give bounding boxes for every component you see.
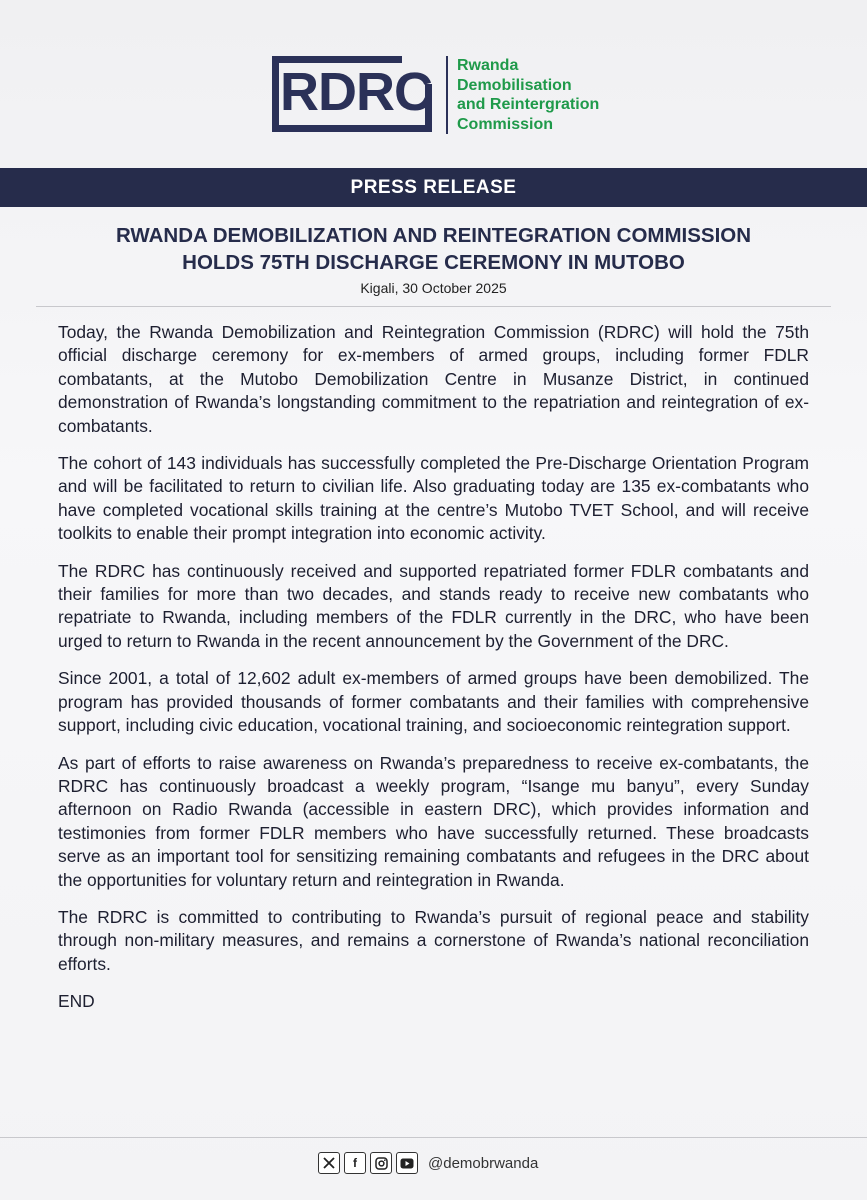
release-title-line: RWANDA DEMOBILIZATION AND REINTEGRATION COMMISSION bbox=[115, 224, 752, 247]
release-body bbox=[58, 321, 809, 1028]
x-icon[interactable] bbox=[318, 1152, 340, 1174]
body-paragraph: The RDRC has continuously received and supported repatriated former FDLR combatants and their families for more than two decades, and stands ready to receive new combatants who repatriate to Rwanda, including members of the FDLR currently in the DRC, who have been urged to return to Rwanda in the recent announcement by the Government of the DRC. bbox=[58, 560, 809, 651]
footer-divider bbox=[0, 1137, 867, 1138]
youtube-icon[interactable] bbox=[396, 1152, 418, 1174]
logo-name-line: Demobilisation bbox=[457, 76, 572, 94]
logo-organization-name bbox=[457, 56, 599, 134]
release-title-line: HOLDS 75TH DISCHARGE CEREMONY IN MUTOBO bbox=[182, 251, 685, 274]
body-paragraph: Today, the Rwanda Demobilization and Reintegration Commission (RDRC) will hold the 75th official discharge ceremony for ex-members of armed groups, including former FDLR combatants, at the Mutobo Demobilization Centre in Musanze District, in continued demonstration of Rwanda’s longstanding commitment to the repatriation and reintegration of ex-combatants. bbox=[58, 322, 809, 436]
release-title bbox=[40, 222, 827, 276]
social-handle[interactable]: @demobrwanda bbox=[428, 1154, 539, 1172]
dateline: Kigali, 30 October 2025 bbox=[360, 280, 507, 296]
logo-divider bbox=[446, 56, 448, 134]
logo-name-line: Commission bbox=[457, 115, 554, 133]
rdrc-logo bbox=[272, 56, 438, 136]
header bbox=[0, 56, 867, 136]
divider bbox=[36, 306, 831, 307]
facebook-icon[interactable]: f bbox=[344, 1152, 366, 1174]
logo-mark-text: RDRC bbox=[280, 62, 432, 122]
instagram-icon[interactable] bbox=[370, 1152, 392, 1174]
social-bar bbox=[318, 1151, 538, 1175]
logo-name-line: and Reintergration bbox=[457, 96, 600, 113]
press-release-banner: PRESS RELEASE bbox=[0, 168, 867, 207]
body-paragraph: The cohort of 143 individuals has successfully completed the Pre-Discharge Orientation Program and will be facilitated to return to civilian life. Also graduating today are 135 ex-combatants who have completed vocational skills training at the centre’s Mutobo TVET School, and will receive toolkits to enable their prompt integration into economic activity. bbox=[58, 453, 809, 544]
body-paragraph: Since 2001, a total of 12,602 adult ex-members of armed groups have been demobilized. The program has provided thousands of former combatants and their families with comprehensive support, including civic education, vocational training, and socioeconomic reintegration support. bbox=[58, 668, 809, 736]
end-marker: END bbox=[58, 991, 95, 1012]
body-paragraph: As part of efforts to raise awareness on Rwanda’s preparedness to receive ex-combatants, the RDRC has continuously broadcast a weekly program, “Isange mu banyu”, every Sunday afternoon on Radio Rwanda (accessible in eastern DRC), which provides information and testimonies from former FDLR members who have successfully returned. These broadcasts serve as an important tool for sensitizing remaining combatants and refugees in the DRC about the opportunities for voluntary return and reintegration in Rwanda. bbox=[58, 752, 809, 890]
logo-name-line: Rwanda bbox=[457, 57, 519, 74]
body-paragraph: The RDRC is committed to contributing to Rwanda’s pursuit of regional peace and stability through non-military measures, and remains a cornerstone of Rwanda’s national reconciliation efforts. bbox=[58, 906, 809, 974]
